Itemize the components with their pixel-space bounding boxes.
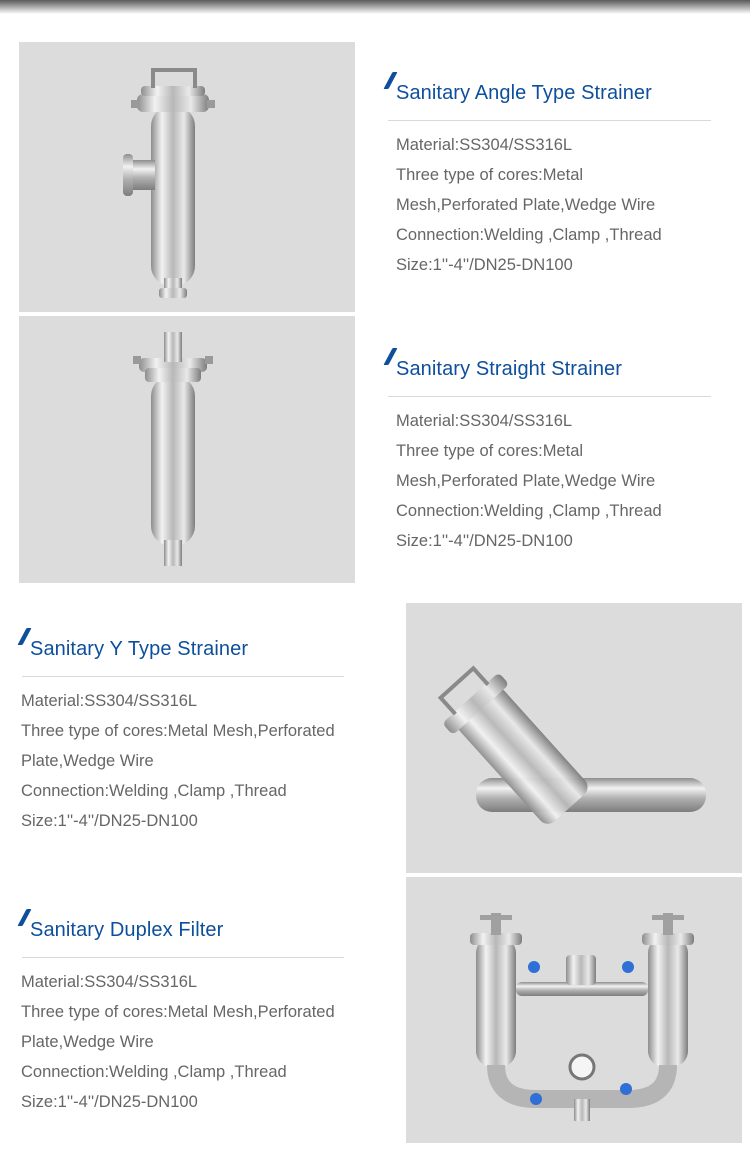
- product-title: Sanitary Duplex Filter: [30, 919, 224, 941]
- product-title: Sanitary Y Type Strainer: [30, 638, 249, 660]
- spec-material: Material:SS304/SS316L: [21, 973, 198, 991]
- spec-cores: Three type of cores:Metal: [396, 442, 584, 460]
- spec-size: Size:1''-4''/DN25-DN100: [396, 532, 573, 550]
- angle-strainer-photo: [19, 42, 355, 312]
- straight-strainer-photo: [19, 316, 355, 583]
- spec-connection: Connection:Welding ,Clamp ,Thread: [21, 782, 287, 800]
- spec-cores-continued: Plate,Wedge Wire: [21, 752, 154, 770]
- spec-cores: Three type of cores:Metal Mesh,Perforated: [21, 722, 335, 740]
- spec-material: Material:SS304/SS316L: [21, 692, 198, 710]
- title-divider: [388, 396, 711, 397]
- title-divider: [22, 676, 344, 677]
- spec-connection: Connection:Welding ,Clamp ,Thread: [396, 226, 662, 244]
- title-divider: [388, 120, 711, 121]
- duplex-filter-photo: [406, 877, 742, 1143]
- spec-cores-continued: Mesh,Perforated Plate,Wedge Wire: [396, 196, 656, 214]
- spec-cores-continued: Plate,Wedge Wire: [21, 1033, 154, 1051]
- spec-cores-continued: Mesh,Perforated Plate,Wedge Wire: [396, 472, 656, 490]
- spec-size: Size:1''-4''/DN25-DN100: [21, 812, 198, 830]
- spec-material: Material:SS304/SS316L: [396, 136, 573, 154]
- title-divider: [22, 957, 344, 958]
- spec-size: Size:1''-4''/DN25-DN100: [396, 256, 573, 274]
- product-title: Sanitary Angle Type Strainer: [396, 82, 652, 104]
- spec-connection: Connection:Welding ,Clamp ,Thread: [21, 1063, 287, 1081]
- spec-cores: Three type of cores:Metal Mesh,Perforated: [21, 1003, 335, 1021]
- y-strainer-photo: [406, 603, 742, 873]
- spec-material: Material:SS304/SS316L: [396, 412, 573, 430]
- top-shadow-bar: [0, 0, 750, 14]
- spec-connection: Connection:Welding ,Clamp ,Thread: [396, 502, 662, 520]
- product-title: Sanitary Straight Strainer: [396, 358, 623, 380]
- spec-size: Size:1''-4''/DN25-DN100: [21, 1093, 198, 1111]
- spec-cores: Three type of cores:Metal: [396, 166, 584, 184]
